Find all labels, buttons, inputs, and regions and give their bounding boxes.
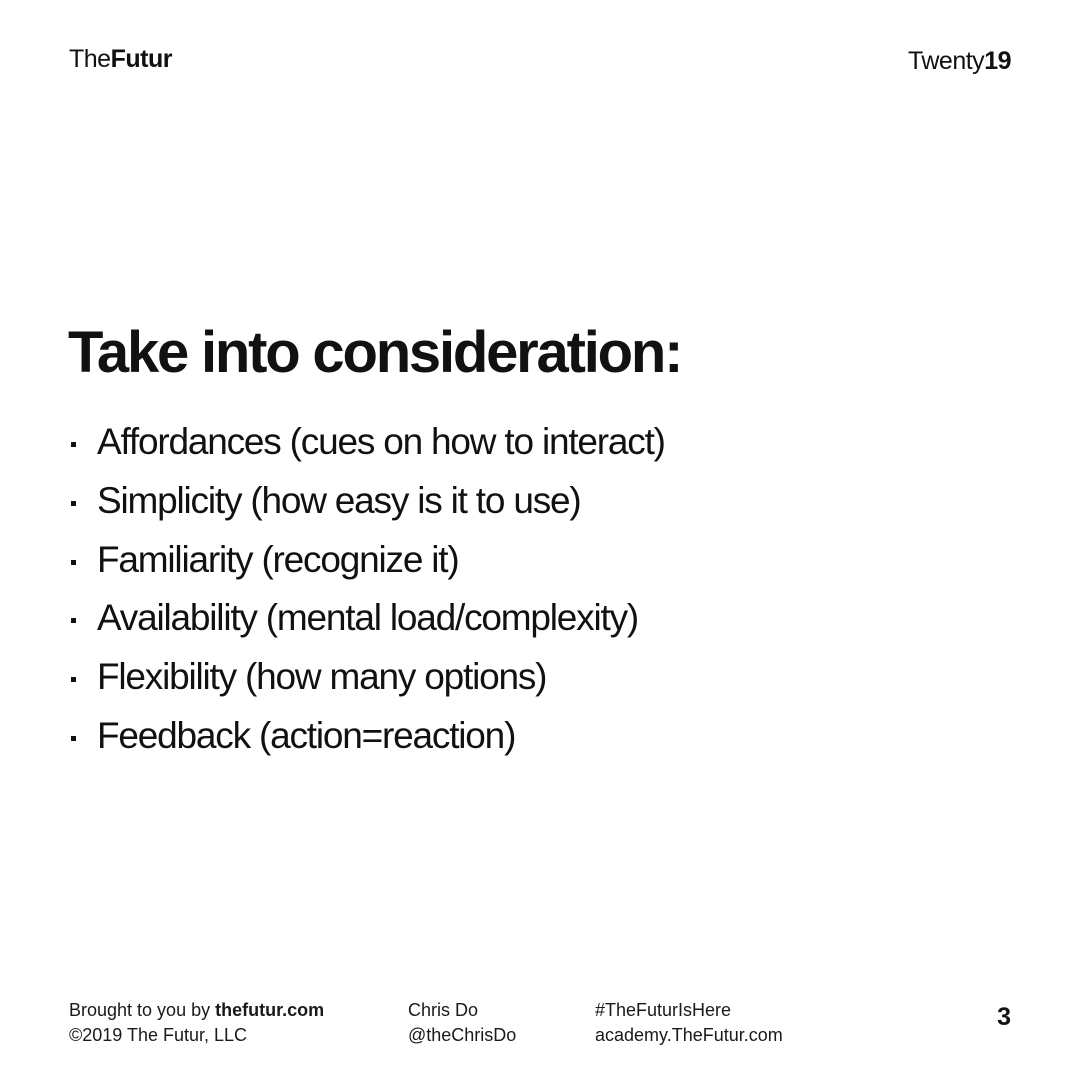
series-label-light: Twenty [907, 47, 985, 75]
footer-hashtag[interactable]: #TheFuturIsHere [595, 1000, 732, 1020]
brand-logo [69, 44, 172, 74]
footer-credit-link[interactable]: thefutur.com [215, 1000, 325, 1020]
list-item [68, 413, 665, 472]
footer-credit-line [69, 998, 324, 1023]
footer-academy-link[interactable]: academy.TheFutur.com [595, 1025, 783, 1045]
series-label [908, 46, 1011, 76]
bullet-icon [71, 442, 76, 447]
bullet-icon [71, 736, 76, 741]
list-item [68, 648, 665, 707]
page-number: 3 [997, 1003, 1011, 1031]
list-item-text: Affordances (cues on how to interact) [97, 421, 665, 462]
list-item [68, 472, 665, 531]
series-label-bold: 19 [984, 47, 1011, 75]
footer-credit-prefix: Brought to you by [69, 1000, 216, 1020]
footer-links [595, 998, 783, 1048]
list-item [68, 589, 665, 648]
footer-author [408, 998, 516, 1048]
footer-author-name: Chris Do [408, 1000, 479, 1020]
consideration-list [68, 413, 665, 766]
bullet-icon [71, 501, 76, 506]
brand-logo-light: The [69, 45, 111, 73]
page-title: Take into consideration: [68, 320, 682, 385]
footer-copyright: ©2019 The Futur, LLC [69, 1025, 248, 1045]
list-item [68, 531, 665, 590]
footer-author-handle[interactable]: @theChrisDo [408, 1025, 517, 1045]
list-item-text: Simplicity (how easy is it to use) [97, 479, 581, 521]
list-item-text: Familiarity (recognize it) [97, 538, 459, 580]
bullet-icon [71, 677, 76, 682]
brand-logo-bold: Futur [110, 45, 172, 73]
list-item [68, 707, 665, 766]
bullet-icon [71, 560, 76, 565]
list-item-text: Flexibility (how many options) [97, 656, 547, 698]
list-item-text: Feedback (action=reaction) [97, 714, 516, 756]
list-item-text: Availability (mental load/complexity) [97, 597, 638, 639]
bullet-icon [71, 618, 76, 623]
footer-credits [69, 998, 324, 1048]
